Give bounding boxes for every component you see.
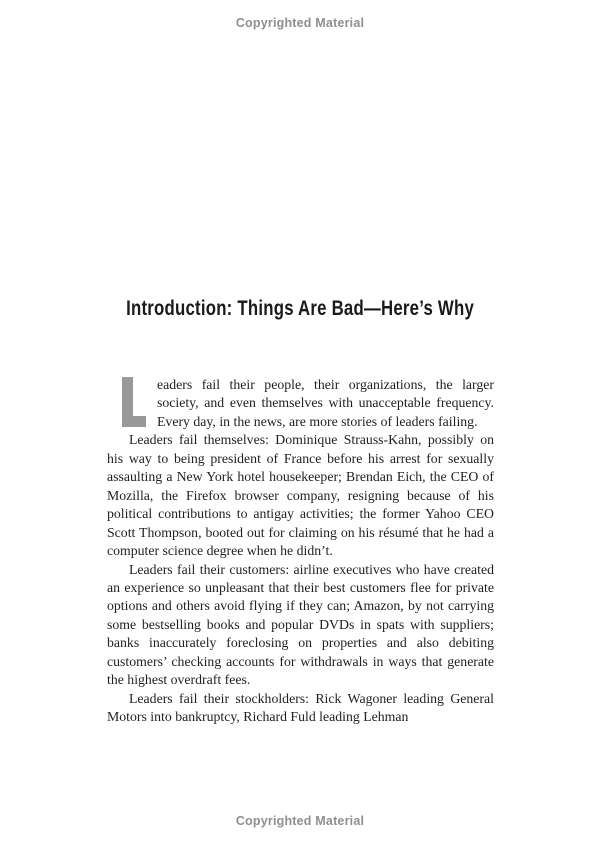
paragraph-text: Leaders fail their customers: airline executives who have created an experience so unpleasant that their best customers flee for private options and others avoid flying if they can; Amazon, by not carrying some bestselling books and popular DVDs in spats with suppliers; banks inaccurately foreclosing on properties and also debiting customers’ checking accounts for withdrawals in ways that generate the highest overdraft fees.	[107, 561, 494, 688]
paragraph	[107, 376, 494, 431]
body-text-block	[107, 376, 494, 727]
drop-cap-letter	[122, 377, 146, 427]
paragraph	[107, 431, 494, 560]
copyright-notice-bottom: Copyrighted Material	[235, 814, 365, 828]
copyright-notice-top: Copyrighted Material	[235, 16, 365, 30]
paragraph-text: Leaders fail their stockholders: Rick Wagoner leading General Motors into bankruptcy, Richard Fuld leading Lehman	[107, 690, 494, 725]
paragraph-text: Leaders fail themselves: Dominique Strauss-Kahn, possibly on his way to being president of France before his arrest for sexually assaulting a New York hotel housekeeper; Brendan Eich, the CEO of Mozilla, the Firefox browser company, resigning because of his political contributions to antigay activities; the former Yahoo CEO Scott Thompson, booted out for claiming on his résumé that he had a computer science degree when he didn’t.	[107, 432, 494, 559]
chapter-title-text: Introduction: Things Are Bad—Here’s Why	[126, 296, 474, 320]
chapter-title	[0, 296, 600, 321]
paragraph	[107, 690, 494, 727]
paragraph	[107, 561, 494, 690]
paragraph-text: eaders fail their people, their organizations, the larger society, and even themselves with unacceptable frequency. Every day, in the news, are more stories of leaders failing.	[157, 377, 494, 429]
